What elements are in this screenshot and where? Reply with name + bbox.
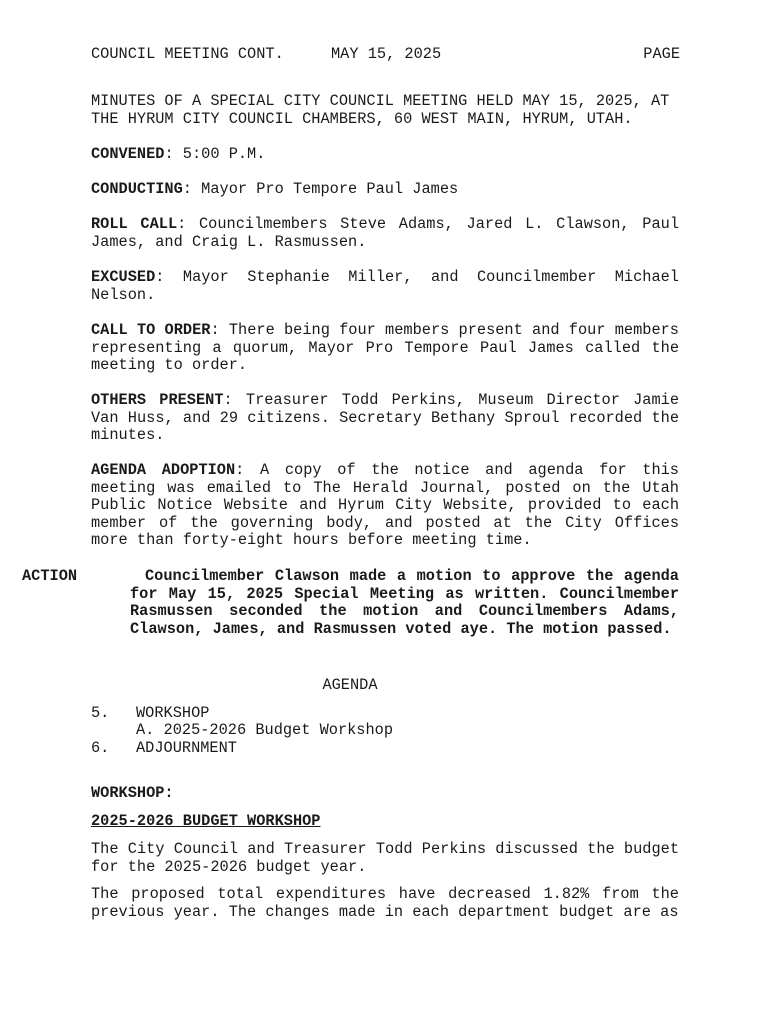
section-call-to-order <box>91 322 679 375</box>
agenda-title: AGENDA <box>322 676 378 694</box>
agenda-subitem <box>91 722 393 740</box>
header-title: COUNCIL MEETING CONT. <box>91 45 284 63</box>
header-date: MAY 15, 2025 <box>331 45 442 63</box>
section-text: : Mayor Stephanie Miller, and Councilmember Michael Nelson. <box>91 268 679 304</box>
agenda-item-label: ADJOURNMENT <box>136 739 237 757</box>
workshop-subheading: 2025-2026 BUDGET WORKSHOP <box>91 812 321 830</box>
action-label: ACTION <box>22 567 78 585</box>
section-label: CALL TO ORDER <box>91 321 211 339</box>
section-agenda-adoption <box>91 462 679 550</box>
workshop-paragraph: The proposed total expenditures have decreased 1.82% from the previous year. The changes made in each department budget are as <box>91 885 679 921</box>
agenda-item-number: 6. <box>91 739 110 757</box>
workshop-paragraph: The City Council and Treasurer Todd Perkins discussed the budget for the 2025-2026 budget year. <box>91 840 679 876</box>
section-text: : Councilmembers Steve Adams, Jared L. Clawson, Paul James, and Craig L. Rasmussen. <box>91 215 679 251</box>
workshop-heading: WORKSHOP: <box>91 784 174 802</box>
header-page-label: PAGE <box>643 45 680 63</box>
section-text: : A copy of the notice and agenda for this meeting was emailed to The Herald Journal, posted on the Utah Public Notice Website and Hyrum City Website, provided to each member of the governing body, and posted at the City Offices more than forty-eight hours before meeting time. <box>91 461 679 550</box>
workshop-subheading-wrap <box>91 813 679 831</box>
agenda-item-label: WORKSHOP <box>136 704 210 722</box>
section-text: : Mayor Pro Tempore Paul James <box>182 180 459 198</box>
section-label: CONVENED <box>91 145 165 163</box>
section-label: ROLL CALL <box>91 215 178 233</box>
section-conducting <box>91 181 679 199</box>
section-text: : 5:00 P.M. <box>164 145 266 163</box>
section-roll-call <box>91 216 679 251</box>
section-convened <box>91 146 679 164</box>
minutes-intro: MINUTES OF A SPECIAL CITY COUNCIL MEETING HELD MAY 15, 2025, AT THE HYRUM CITY COUNCIL CHAMBERS, 60 WEST MAIN, HYRUM, UTAH. <box>91 92 670 128</box>
action-motion-text: Councilmember Clawson made a motion to approve the agenda for May 15, 2025 Special Meeting as written. Councilmember Rasmussen seconded the motion and Councilmembers Adams, Clawson, James, and Rasmussen voted aye. The motion passed. <box>130 567 679 638</box>
section-excused <box>91 269 679 304</box>
section-label: AGENDA ADOPTION <box>91 461 236 479</box>
agenda-item-label: A. 2025-2026 Budget Workshop <box>136 721 394 739</box>
section-others-present <box>91 392 679 445</box>
agenda-item-number: 5. <box>91 704 110 722</box>
section-label: CONDUCTING <box>91 180 183 198</box>
section-label: EXCUSED <box>91 268 156 286</box>
agenda-item <box>91 740 237 758</box>
section-text: : Treasurer Todd Perkins, Museum Director Jamie Van Huss, and 29 citizens. Secretary Bethany Sproul recorded the minutes. <box>91 391 680 445</box>
agenda-item <box>91 705 209 723</box>
section-text: : There being four members present and four members representing a quorum, Mayor Pro Tempore Paul James called the meeting to order. <box>91 321 679 375</box>
section-label: OTHERS PRESENT <box>91 391 224 409</box>
page-header <box>91 46 680 64</box>
